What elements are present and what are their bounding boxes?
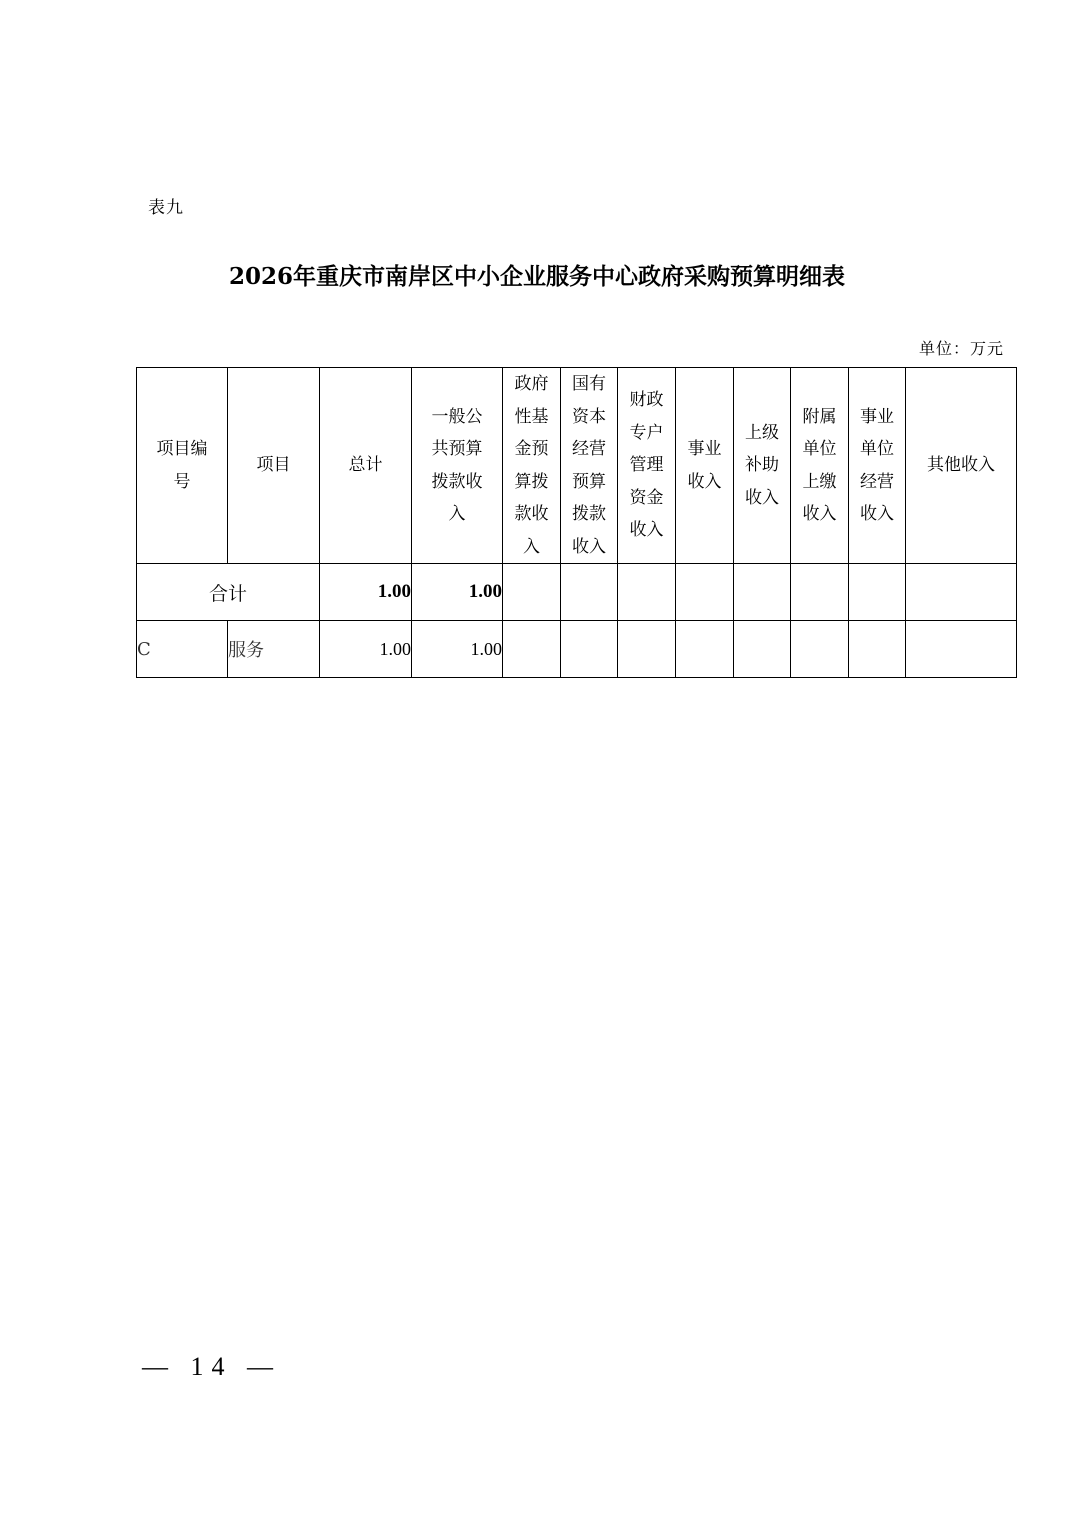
total-business-operation [849,564,906,621]
header-state-capital: 国有资本经营预算拨款收入 [561,368,618,564]
total-other-income [906,564,1017,621]
row-state-capital [561,621,618,678]
row-business-operation [849,621,906,678]
table-row [137,621,1017,678]
header-row [137,368,1017,564]
total-state-capital [561,564,618,621]
total-superior-subsidy [734,564,791,621]
document-title: 2026年重庆市南岸区中小企业服务中心政府采购预算明细表 [228,263,845,290]
total-fiscal-special [618,564,676,621]
procurement-budget-table [136,367,1017,678]
header-gov-fund: 政府性基金预算拨款收入 [503,368,561,564]
row-total: 1.00 [320,621,412,678]
row-business-income [676,621,734,678]
header-business-income: 事业收入 [676,368,734,564]
row-other-income [906,621,1017,678]
header-general-budget: 一般公共预算拨款收入 [412,368,503,564]
total-affiliated-unit [791,564,849,621]
header-other-income: 其他收入 [906,368,1017,564]
unit-label: 单位：万元 [918,339,1004,358]
total-row [137,564,1017,621]
table-label: 表九 [148,198,184,218]
total-gov-fund [503,564,561,621]
header-business-operation: 事业单位经营收入 [849,368,906,564]
total-amount: 1.00 [320,564,412,621]
header-project-code: 项目编号 [137,368,228,564]
row-item: 服务 [228,621,320,678]
row-superior-subsidy [734,621,791,678]
total-general-budget: 1.00 [412,564,503,621]
header-affiliated-unit: 附属单位上缴收入 [791,368,849,564]
row-general-budget: 1.00 [412,621,503,678]
total-label: 合计 [137,564,320,621]
header-superior-subsidy: 上级补助收入 [734,368,791,564]
total-business-income [676,564,734,621]
row-gov-fund [503,621,561,678]
header-project: 项目 [228,368,320,564]
row-affiliated-unit [791,621,849,678]
header-total: 总计 [320,368,412,564]
row-code: C [137,621,228,678]
row-fiscal-special [618,621,676,678]
page-number: — 14 — [142,1352,281,1381]
header-fiscal-special: 财政专户管理资金收入 [618,368,676,564]
